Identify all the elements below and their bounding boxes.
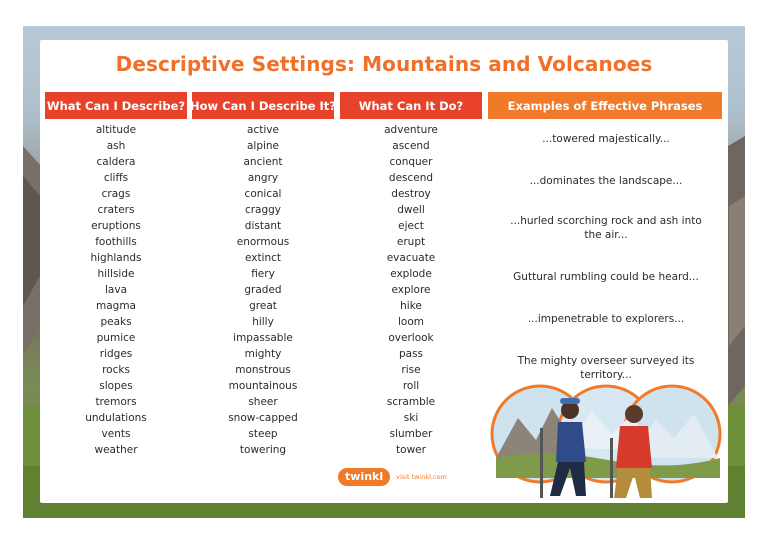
word-item: dwell xyxy=(397,204,425,216)
word-item: ash xyxy=(106,140,126,152)
word-item: eruptions xyxy=(91,220,141,232)
word-item: caldera xyxy=(96,156,136,168)
word-item: snow-capped xyxy=(228,412,298,424)
word-item: destroy xyxy=(391,188,431,200)
word-item: hilly xyxy=(252,316,274,328)
word-item: ascend xyxy=(392,140,430,152)
word-item: lava xyxy=(105,284,127,296)
word-item: mountainous xyxy=(228,380,298,392)
word-item: roll xyxy=(402,380,420,392)
word-item: hike xyxy=(400,300,422,312)
word-item: sheer xyxy=(248,396,278,408)
header-what-can-i-describe: What Can I Describe? xyxy=(45,92,187,119)
word-item: tower xyxy=(396,444,426,456)
word-item: highlands xyxy=(90,252,142,264)
header-what-can-it-do: What Can It Do? xyxy=(340,92,482,119)
word-item: loom xyxy=(398,316,424,328)
word-item: crags xyxy=(101,188,131,200)
word-item: craggy xyxy=(244,204,282,216)
word-item: descend xyxy=(388,172,434,184)
phrase-item: ...impenetrable to explorers... xyxy=(527,313,685,325)
hikers-illustration xyxy=(488,378,724,504)
phrase-item: ...towered majestically... xyxy=(542,133,670,145)
word-item: undulations xyxy=(85,412,147,424)
describe-word-list xyxy=(45,122,187,458)
word-item: altitude xyxy=(95,124,137,136)
word-item: evacuate xyxy=(386,252,436,264)
phrase-item: Guttural rumbling could be heard... xyxy=(513,271,699,283)
word-item: scramble xyxy=(386,396,436,408)
word-item: eject xyxy=(398,220,424,232)
word-item: foothills xyxy=(95,236,137,248)
twinkl-logo[interactable] xyxy=(338,468,447,486)
word-item: cliffs xyxy=(103,172,129,184)
word-item: erupt xyxy=(396,236,426,248)
word-item: conical xyxy=(244,188,282,200)
page-title: Descriptive Settings: Mountains and Volcanoes xyxy=(115,52,653,76)
verb-word-list xyxy=(340,122,482,458)
word-item: ski xyxy=(403,412,419,424)
word-item: craters xyxy=(97,204,135,216)
word-item: towering xyxy=(239,444,287,456)
word-item: pass xyxy=(398,348,424,360)
phrase-item: The mighty overseer surveyed its territory... xyxy=(517,355,695,381)
word-item: active xyxy=(247,124,279,136)
phrase-item: ...dominates the landscape... xyxy=(529,175,683,187)
word-item: ancient xyxy=(243,156,283,168)
word-item: hillside xyxy=(97,268,135,280)
word-item: rocks xyxy=(102,364,130,376)
word-item: peaks xyxy=(100,316,132,328)
word-item: tremors xyxy=(95,396,137,408)
word-item: angry xyxy=(247,172,279,184)
phrase-item: ...hurled scorching rock and ash into the air... xyxy=(510,215,702,241)
word-item: distant xyxy=(244,220,282,232)
header-how-can-i-describe: How Can I Describe It? xyxy=(192,92,334,119)
adjective-word-list xyxy=(192,122,334,458)
word-item: vents xyxy=(101,428,131,440)
logo-url[interactable]: visit twinkl.com xyxy=(396,473,447,481)
word-item: conquer xyxy=(389,156,433,168)
word-item: rise xyxy=(401,364,421,376)
word-item: mighty xyxy=(244,348,282,360)
word-item: adventure xyxy=(384,124,438,136)
word-item: pumice xyxy=(96,332,136,344)
word-item: ridges xyxy=(99,348,133,360)
word-item: explore xyxy=(391,284,431,296)
word-item: great xyxy=(249,300,277,312)
word-item: monstrous xyxy=(235,364,291,376)
word-item: explode xyxy=(390,268,432,280)
word-item: impassable xyxy=(233,332,293,344)
word-item: slopes xyxy=(99,380,133,392)
word-item: fiery xyxy=(251,268,275,280)
word-item: extinct xyxy=(244,252,282,264)
header-effective-phrases: Examples of Effective Phrases xyxy=(488,92,722,119)
word-item: graded xyxy=(244,284,282,296)
word-item: overlook xyxy=(388,332,434,344)
word-item: weather xyxy=(94,444,138,456)
word-item: steep xyxy=(248,428,278,440)
word-item: alpine xyxy=(246,140,280,152)
word-item: enormous xyxy=(236,236,290,248)
logo-badge: twinkl xyxy=(338,468,390,486)
word-item: slumber xyxy=(389,428,433,440)
word-item: magma xyxy=(96,300,136,312)
